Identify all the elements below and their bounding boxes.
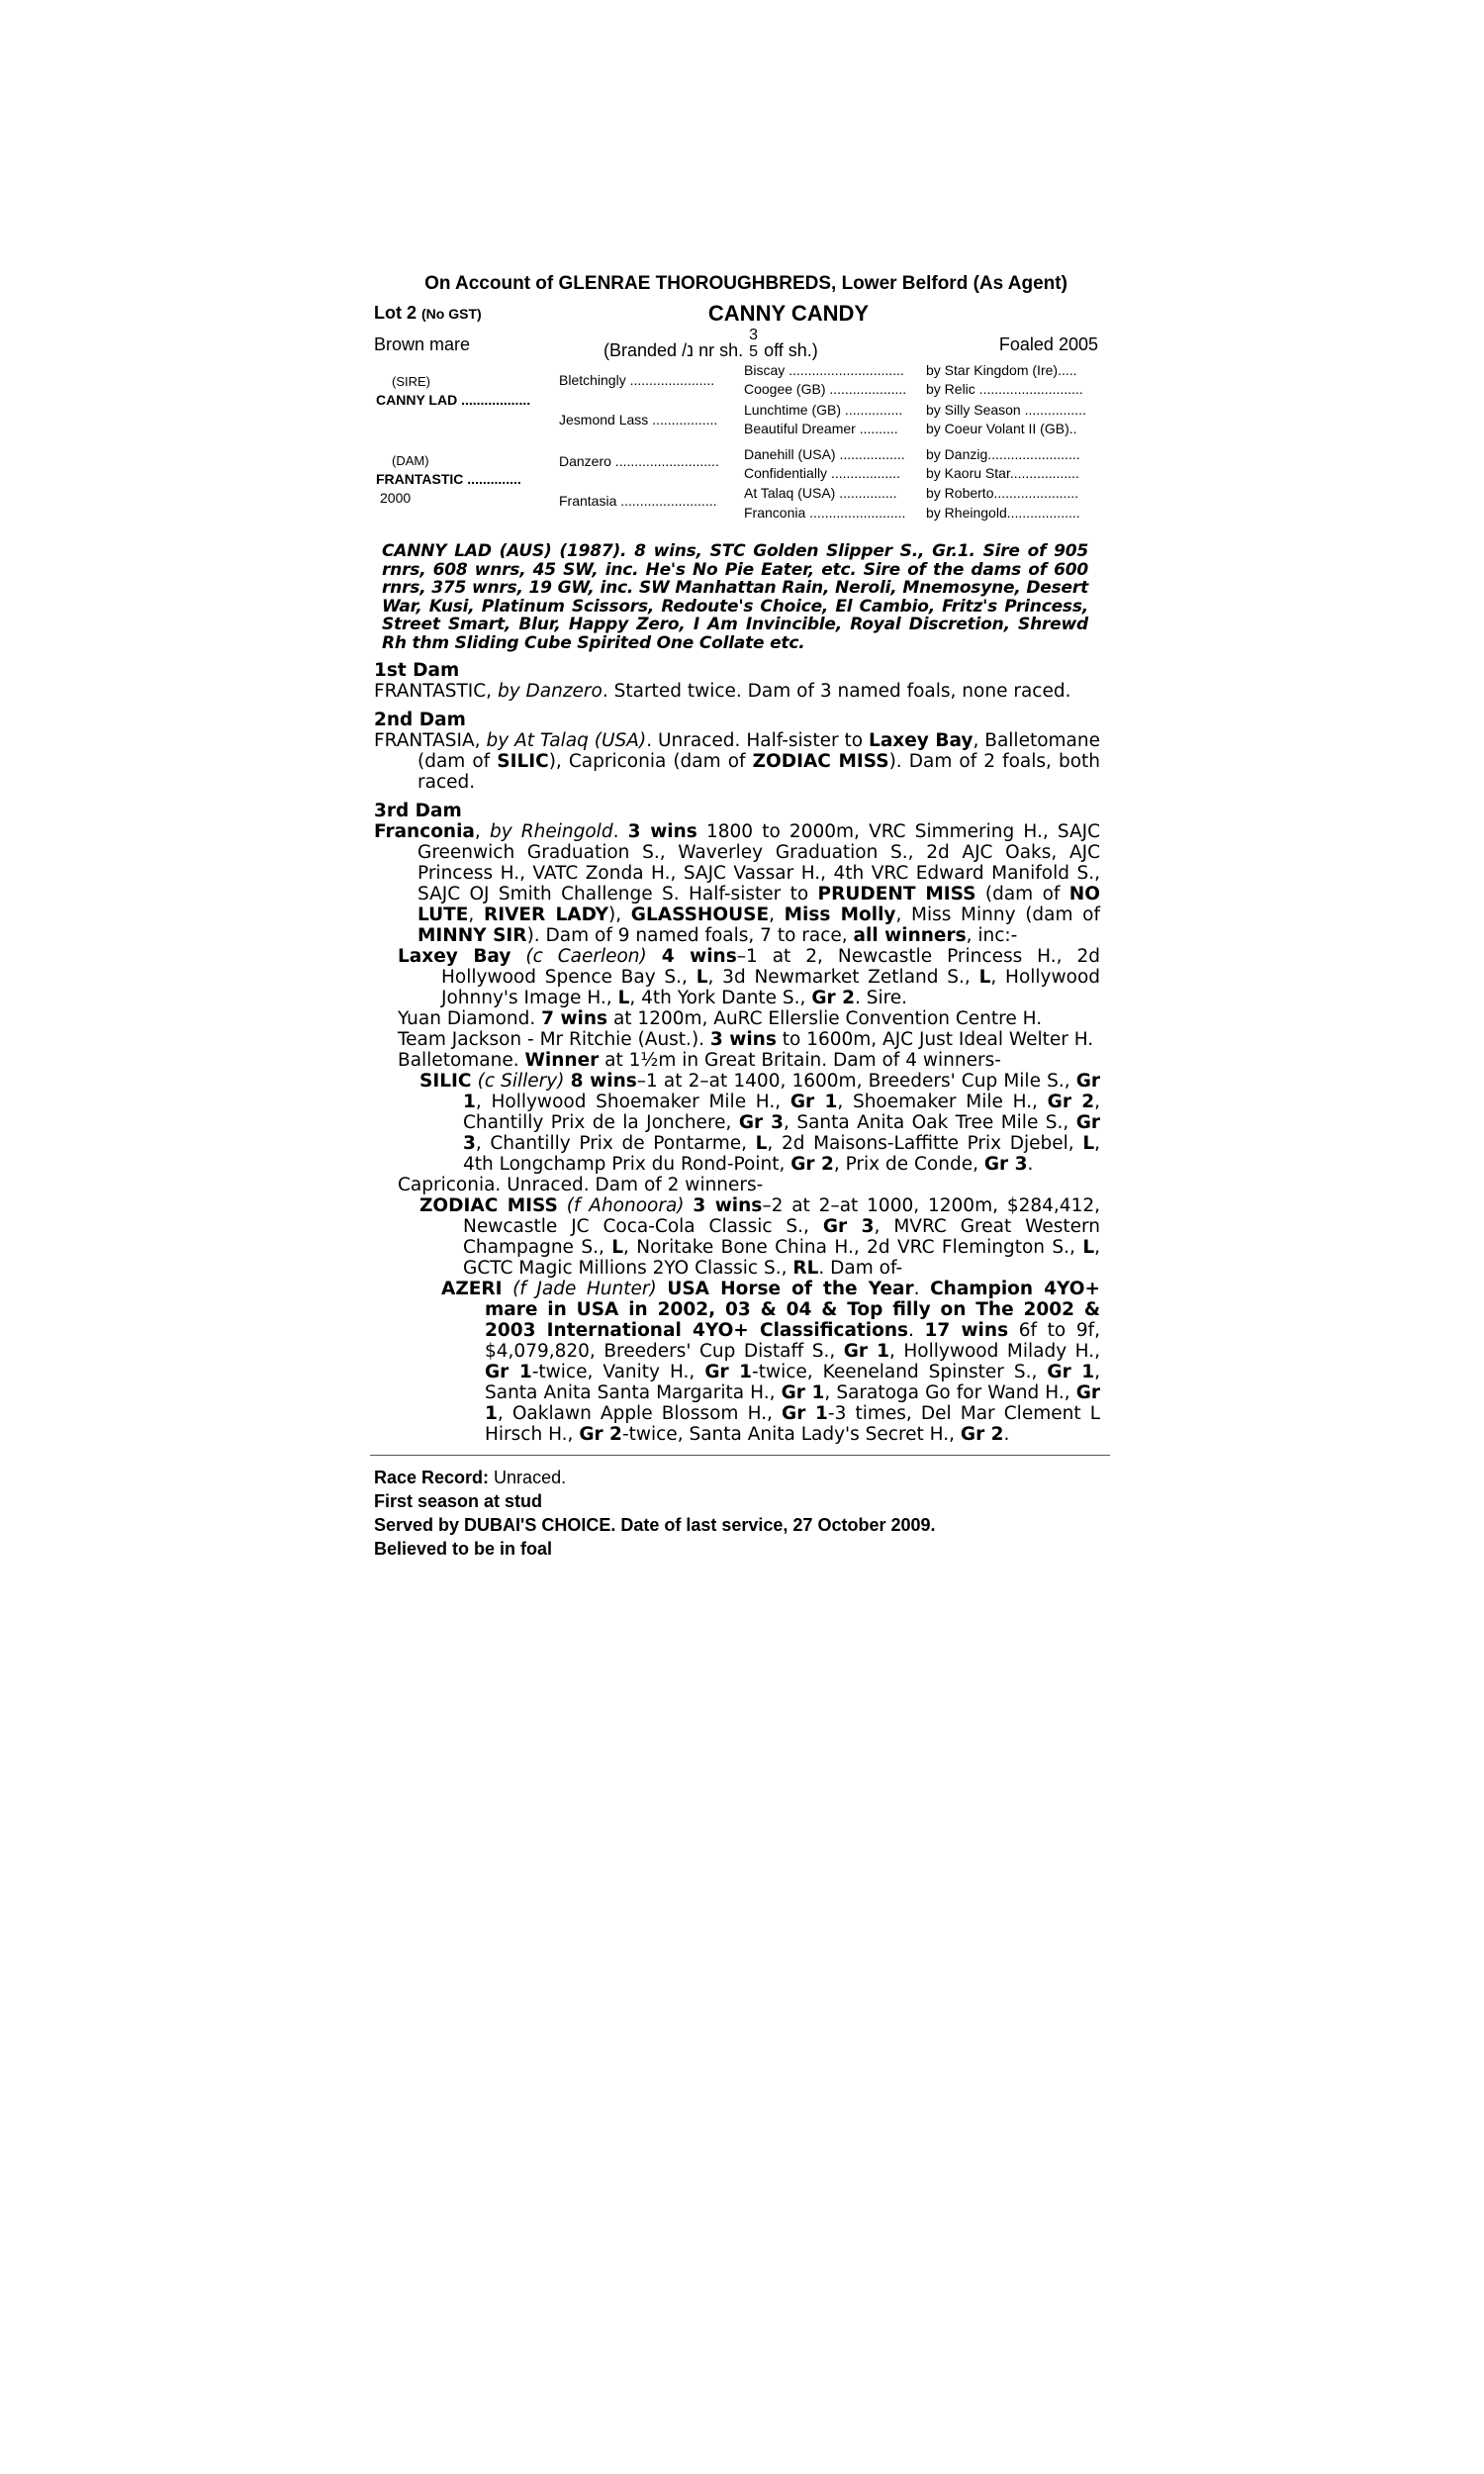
foal-status: Believed to be in foal [374, 1539, 553, 1559]
horse-name: CANNY CANDY [707, 301, 870, 326]
greatsire-7: by Roberto...................... [926, 485, 1079, 501]
progeny-balletomane: Balletomane. Winner at 1½m in Great Britain. Dam of 4 winners- [398, 1050, 1001, 1071]
second-dam-section [374, 710, 1106, 793]
lot-row [374, 301, 1106, 327]
sire-label: (SIRE) [392, 374, 430, 389]
vendor-line: On Account of GLENRAE THOROUGHBREDS, Lower Belford (As Agent) [424, 273, 1067, 294]
great-8: Franconia ......................... [744, 505, 906, 521]
progeny-silic: SILIC (c Sillery) 8 wins–1 at 2–at 1400, 1600m, Breeders' Cup Mile S., Gr 1, Hollywood Shoemaker Mile H., Gr 1, Shoemaker Mile H., Gr 2, Chantilly Prix de la Jonchere, Gr 3, Santa Anita Oak Tree Mile S., Gr 3, Chantilly Prix de Pontarme, L, 2d Maisons-Laffitte Prix Djebel, L, 4th Longchamp Prix du Rond-Point, Gr 2, Prix de Conde, Gr 3. [419, 1071, 1101, 1175]
progeny-laxey-bay: Laxey Bay (c Caerleon) 4 wins–1 at 2, Newcastle Princess H., 2d Hollywood Spence Bay S., L, 3d Newmarket Zetland S., L, Hollywood Johnny's Image H., L, 4th York Dante S., Gr 2. Sire. [398, 946, 1101, 1008]
dam-year: 2000 [380, 490, 412, 506]
dam-label: (DAM) [392, 453, 429, 468]
greatsire-5: by Danzig........................ [926, 446, 1080, 462]
progeny-capriconia: Capriconia. Unraced. Dam of 2 winners- [398, 1175, 764, 1195]
grandsire-2: Jesmond Lass ................. [559, 412, 718, 428]
great-3: Lunchtime (GB) ............... [744, 402, 903, 418]
first-dam-text: FRANTASTIC, by Danzero. Started twice. Dam of 3 named foals, none raced. [374, 681, 1071, 702]
great-6: Confidentially .................. [744, 465, 900, 481]
brand-description: (Branded /נ nr sh.3 5 off sh.) [603, 327, 818, 360]
greatsire-3: by Silly Season ................ [926, 402, 1086, 418]
brand-fraction: 3 5 [749, 327, 759, 360]
description-row [374, 327, 1106, 362]
second-dam-text: FRANTASIA, by At Talaq (USA). Unraced. Half-sister to Laxey Bay, Balletomane (dam of SILIC), Capriconia (dam of ZODIAC MISS). Dam of 2 foals, both raced. [374, 730, 1100, 793]
greatsire-6: by Kaoru Star.................. [926, 465, 1079, 481]
section-divider [370, 1455, 1110, 1456]
catalogue-page [374, 273, 1106, 1561]
first-dam-heading: 1st Dam [374, 660, 460, 681]
sire-summary: CANNY LAD (AUS) (1987). 8 wins, STC Golden Slipper S., Gr.1. Sire of 905 rnrs, 608 wnrs, 45 SW, inc. He's No Pie Eater, etc. Sire of the dams of 600 rnrs, 375 wnrs, 19 GW, inc. SW Manhattan Rain, Neroli, Mnemosyne, Desert War, Kusi, Platinum Scissors, Redoute's Choice, El Cambio, Fritz's Princess, Street Smart, Blur, Happy Zero, I Am Invincible, Royal Discretion, Shrewd Rh thm Sliding Cube Spirited One Collate etc. [382, 541, 1088, 653]
greatsire-1: by Star Kingdom (Ire)..... [926, 362, 1077, 378]
greatsire-2: by Relic ........................... [926, 381, 1083, 397]
second-dam-heading: 2nd Dam [374, 710, 466, 730]
footer-block [374, 1466, 1106, 1561]
great-5: Danehill (USA) ................. [744, 446, 905, 462]
great-2: Coogee (GB) .................... [744, 381, 907, 397]
third-dam-heading: 3rd Dam [374, 801, 462, 821]
progeny-azeri: AZERI (f Jade Hunter) USA Horse of the Year. Champion 4YO+ mare in USA in 2002, 03 & 04 & Top filly on The 2002 & 2003 International 4YO+ Classifications. 17 wins 6f to 9f, $4,079,820, Breeders' Cup Distaff S., Gr 1, Hollywood Milady H., Gr 1-twice, Vanity H., Gr 1-twice, Keeneland Spinster S., Gr 1, Santa Anita Santa Margarita H., Gr 1, Saratoga Go for Wand H., Gr 1, Oaklawn Apple Blossom H., Gr 1-3 times, Del Mar Clement L Hirsch H., Gr 2-twice, Santa Anita Lady's Secret H., Gr 2. [441, 1279, 1101, 1445]
third-dam-section [374, 801, 1106, 1445]
foaled-year: Foaled 2005 [998, 334, 1098, 354]
progeny-yuan-diamond: Yuan Diamond. 7 wins at 1200m, AuRC Ellerslie Convention Centre H. [398, 1008, 1043, 1029]
grandsire-3: Danzero ........................... [559, 453, 719, 469]
greatsire-4: by Coeur Volant II (GB).. [926, 421, 1077, 436]
great-7: At Talaq (USA) ............... [744, 485, 897, 501]
stud-status: First season at stud [374, 1491, 543, 1511]
great-4: Beautiful Dreamer .......... [744, 421, 898, 436]
first-dam-section [374, 660, 1106, 702]
progeny-team-jackson: Team Jackson - Mr Ritchie (Aust.). 3 wins to 1600m, AJC Just Ideal Welter H. [398, 1029, 1094, 1050]
grandsire-4: Frantasia ......................... [559, 493, 717, 509]
greatsire-8: by Rheingold................... [926, 505, 1080, 521]
third-dam-text: Franconia, by Rheingold. 3 wins 1800 to 2000m, VRC Simmering H., SAJC Greenwich Graduation S., Waverley Graduation S., 2d AJC Oaks, AJC Princess H., VATC Zonda H., SAJC Vassar H., 4th VRC Edward Manifold S., SAJC OJ Smith Challenge S. Half-sister to PRUDENT MISS (dam of NO LUTE, RIVER LADY), GLASSHOUSE, Miss Molly, Miss Minny (dam of MINNY SIR). Dam of 9 named foals, 7 to race, all winners, inc:- [374, 821, 1101, 946]
sire-name: CANNY LAD .................. [376, 392, 531, 408]
brand-glyph: /נ [682, 339, 695, 360]
sex-colour: Brown mare [374, 334, 471, 354]
race-record: Race Record: Unraced. [374, 1468, 567, 1487]
service-details: Served by DUBAI'S CHOICE. Date of last service, 27 October 2009. [374, 1515, 936, 1535]
pedigree-table [374, 364, 1106, 532]
grandsire-1: Bletchingly ...................... [559, 372, 715, 388]
dam-name: FRANTASTIC .............. [376, 471, 521, 487]
lot-number: Lot 2 (No GST) [374, 303, 482, 323]
progeny-zodiac-miss: ZODIAC MISS (f Ahonoora) 3 wins–2 at 2–at 1000, 1200m, $284,412, Newcastle JC Coca-Cola Classic S., Gr 3, MVRC Great Western Champagne S., L, Noritake Bone China H., 2d VRC Flemington S., L, GCTC Magic Millions 2YO Classic S., RL. Dam of- [419, 1195, 1101, 1279]
great-1: Biscay .............................. [744, 362, 904, 378]
